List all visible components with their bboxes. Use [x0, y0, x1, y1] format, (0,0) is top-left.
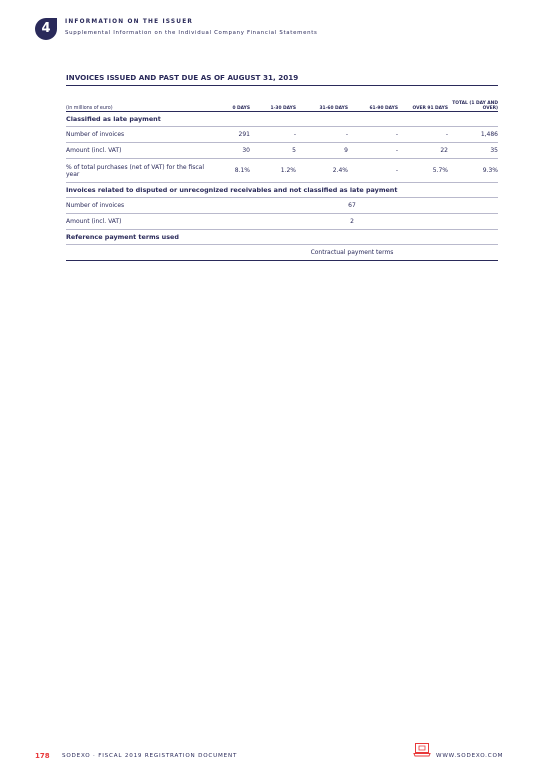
section-title: Invoices related to disputed or unrecognized receivables and not classified as late payment	[66, 183, 498, 198]
footer-url[interactable]: WWW.SODEXO.COM	[436, 753, 504, 759]
row-label: Number of invoices	[66, 198, 206, 214]
column-header: 61-90 DAYS	[348, 94, 398, 112]
table-row	[66, 198, 498, 214]
cell: 22	[398, 143, 448, 159]
cell: -	[296, 127, 348, 143]
footer-document-name: SODEXO · FISCAL 2019 REGISTRATION DOCUMENT	[62, 753, 238, 759]
section-row	[66, 230, 498, 245]
title-rule	[66, 85, 498, 86]
cell: 5	[250, 143, 296, 159]
cell: 9	[296, 143, 348, 159]
payment-terms-value: Contractual payment terms	[206, 245, 498, 261]
unit-label: (in millions of euro)	[66, 94, 206, 112]
column-header: 0 DAYS	[206, 94, 250, 112]
column-header: 1-30 DAYS	[250, 94, 296, 112]
column-header: OVER 91 DAYS	[398, 94, 448, 112]
cell: -	[250, 127, 296, 143]
cell: 5.7%	[398, 159, 448, 183]
section-title: Reference payment terms used	[66, 230, 498, 245]
section-row	[66, 112, 498, 127]
merged-cell: 2	[206, 214, 498, 230]
cell: 1.2%	[250, 159, 296, 183]
cell: 35	[448, 143, 498, 159]
cell: 2.4%	[296, 159, 348, 183]
cell: -	[348, 159, 398, 183]
table-header-row	[66, 94, 498, 112]
row-label: Amount (incl. VAT)	[66, 143, 206, 159]
cell: 8.1%	[206, 159, 250, 183]
column-header: 31-60 DAYS	[296, 94, 348, 112]
row-label	[66, 245, 206, 261]
cell: -	[348, 127, 398, 143]
table-row	[66, 143, 498, 159]
header-subtitle: Supplemental Information on the Individual Company Financial Statements	[65, 30, 318, 36]
row-label: Number of invoices	[66, 127, 206, 143]
cell: 1,486	[448, 127, 498, 143]
cell: -	[348, 143, 398, 159]
cell: 9.3%	[448, 159, 498, 183]
cell: -	[398, 127, 448, 143]
laptop-icon	[413, 742, 431, 758]
section-title: Classified as late payment	[66, 112, 498, 127]
section-row	[66, 183, 498, 198]
table-row	[66, 245, 498, 261]
invoices-table	[66, 94, 498, 261]
table-row	[66, 127, 498, 143]
column-header: TOTAL (1 DAY AND OVER)	[448, 94, 498, 112]
table-row	[66, 159, 498, 183]
page-number: 178	[35, 752, 50, 760]
row-label: Amount (incl. VAT)	[66, 214, 206, 230]
row-label: % of total purchases (net of VAT) for the fiscal year	[66, 159, 206, 183]
table-row	[66, 214, 498, 230]
merged-cell: 67	[206, 198, 498, 214]
header-title: INFORMATION ON THE ISSUER	[65, 19, 194, 25]
cell: 291	[206, 127, 250, 143]
cell: 30	[206, 143, 250, 159]
chapter-badge: 4	[35, 18, 57, 40]
table-title: INVOICES ISSUED AND PAST DUE AS OF AUGUST 31, 2019	[66, 73, 299, 82]
